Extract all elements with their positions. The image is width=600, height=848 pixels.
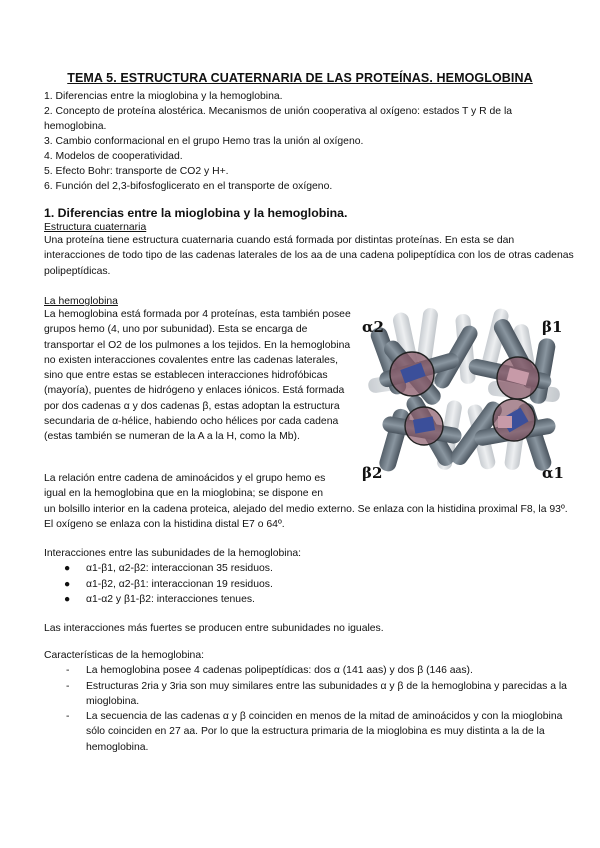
- list-item: [44, 709, 574, 755]
- bullet-icon: ●: [64, 578, 71, 590]
- label-beta2: β2: [362, 464, 383, 482]
- dash-marker: -: [66, 665, 70, 677]
- toc-item: 5. Efecto Bohr: transporte de CO2 y H+.: [44, 166, 229, 177]
- label-beta1: β1: [542, 318, 563, 336]
- hemoglobin-figure: [358, 304, 570, 484]
- toc-item: 3. Cambio conformacional en el grupo Hemo tras la unión al oxígeno.: [44, 136, 364, 147]
- list-item-text: α1-α2 y β1-β2: interacciones tenues.: [86, 593, 255, 605]
- label-alpha1: α1: [542, 464, 564, 482]
- interacciones-block: [44, 546, 574, 636]
- list-item-text: La hemoglobina posee 4 cadenas polipeptídicas: dos α (141 aas) y dos β (146 aas).: [86, 665, 473, 677]
- dash-marker: -: [66, 711, 70, 723]
- hemoglobina-block: [44, 296, 356, 445]
- subheading-hemoglobina: La hemoglobina: [44, 296, 118, 307]
- table-of-contents: [44, 89, 564, 194]
- list-item: [44, 592, 574, 607]
- hemoglobin-structure-illustration: [358, 304, 570, 484]
- list-item-text: α1-β2, α2-β1: interaccionan 19 residuos.: [86, 578, 273, 590]
- page-title: TEMA 5. ESTRUCTURA CUATERNARIA DE LAS PROTEÍNAS. HEMOGLOBINA: [67, 71, 533, 85]
- caracteristicas-list: [44, 663, 574, 755]
- toc-item: 4. Modelos de cooperatividad.: [44, 151, 183, 162]
- interacciones-conclusion: Las interacciones más fuertes se producen entre subunidades no iguales.: [44, 623, 384, 635]
- toc-item: 2. Concepto de proteína alostérica. Mecanismos de unión cooperativa al oxígeno: estados T y R de la hemoglobina.: [44, 106, 513, 132]
- section-heading: 1. Diferencias entre la mioglobina y la hemoglobina.: [44, 206, 348, 220]
- list-item-text: α1-β1, α2-β2: interaccionan 35 residuos.: [86, 563, 273, 575]
- list-item-text: Estructuras 2ria y 3ria son muy similares entre las subunidades α y β de la hemoglobina y parecidas a la mioglobina.: [86, 680, 567, 707]
- dash-marker: -: [66, 680, 70, 692]
- list-item: [44, 577, 574, 592]
- paragraph-hemoglobina: La hemoglobina está formada por 4 proteínas, esta también posee grupos hemo (4, uno por subunidad). Esta se encarga de transportar el O2 de los pulmones a los tejidos. En la hemoglobina no existen interacciones covalentes entre las cadenas laterales, sino que entre estas se establecen interacciones hidrofóbicas (mayoría), puentes de hidrógeno y enlaces iónicos. Está formada por dos cadenas α y dos cadenas β, estas adoptan la estructura secundaria de α-hélice, habiendo ocho hélices por cada cadena (estas también se numeran de la A a la H, como la Mb).: [44, 309, 351, 443]
- list-item: [44, 663, 574, 678]
- section1-block: [44, 222, 574, 279]
- list-item-text: La secuencia de las cadenas α y β coinciden en menos de la mitad de aminoácidos y con la mioglobina sólo coinciden en 27 aa. Por lo que la estructura primaria de la mioglobina es muy distinta a la de la hemoglobina.: [86, 711, 563, 753]
- paragraph-relation-line: igual en la hemoglobina que en la mioglobina; se dispone en: [44, 488, 324, 500]
- paragraph-relation-rest: un bolsillo interior en la cadena proteica, alejado del medio externo. Se enlaza con la histidina proximal F8, la 93º. El oxígeno se enlaza con la histidina distal E7 o 64º.: [44, 503, 568, 530]
- interacciones-list: [44, 561, 574, 607]
- list-item: [44, 561, 574, 576]
- subheading-estructura: Estructura cuaternaria: [44, 222, 147, 233]
- toc-item: 6. Función del 2,3-bifosfoglicerato en el transporte de oxígeno.: [44, 181, 333, 192]
- bullet-icon: ●: [64, 563, 71, 575]
- caracteristicas-intro: Características de la hemoglobina:: [44, 650, 204, 661]
- list-item: [44, 679, 574, 710]
- label-alpha2: α2: [362, 318, 384, 336]
- interacciones-intro: Interacciones entre las subunidades de la hemoglobina:: [44, 548, 302, 559]
- paragraph-relation-line: La relación entre cadena de aminoácidos y el grupo hemo es: [44, 473, 326, 484]
- caracteristicas-block: [44, 648, 574, 755]
- bullet-icon: ●: [64, 593, 71, 605]
- toc-item: 1. Diferencias entre la mioglobina y la hemoglobina.: [44, 91, 283, 102]
- paragraph-estructura: Una proteína tiene estructura cuaternaria cuando está formada por distintas proteínas. En esta se dan interacciones de todo tipo de las cadenas laterales de los aa de una cadena polipeptídica con los de otras cadenas polipeptídicas.: [44, 235, 574, 277]
